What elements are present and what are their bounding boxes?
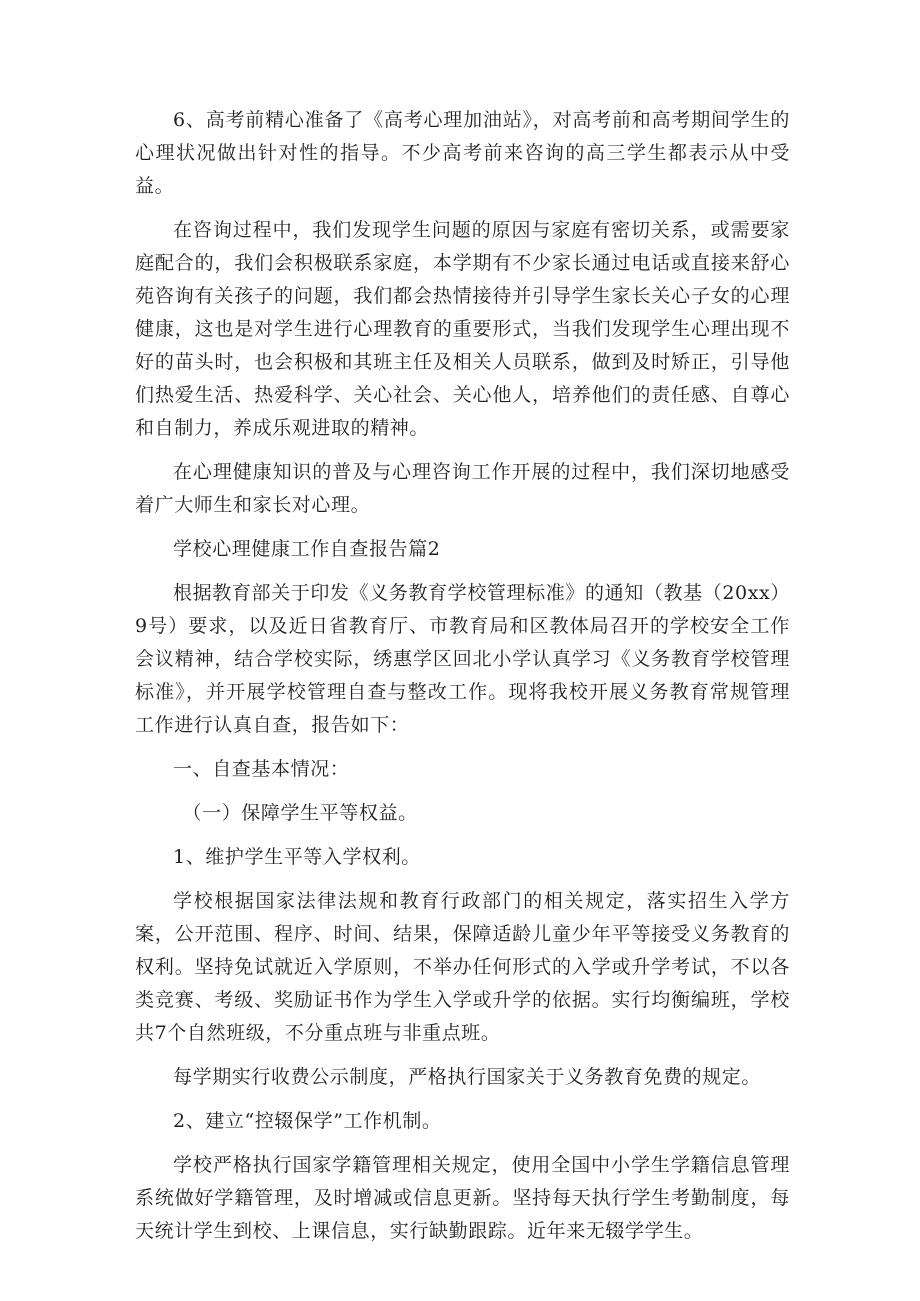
heading-equal-enrollment: 1、维护学生平等入学权利。 bbox=[173, 846, 421, 868]
paragraph-fee-disclosure: 每学期实行收费公示制度，严格执行国家关于义务教育免费的规定。 bbox=[173, 1066, 762, 1088]
paragraph-report-intro: 根据教育部关于印发《义务教育学校管理标准》的通知（教基（20xx）9号）要求，以及近日省教育厅、市教育局和区教体局召开的学校安全工作会议精神，结合学校实际，绣惠学区回北小学认真学习《义务教育学校管理标准》，并开展学校管理自查与整改工作。现将我校开展义务教育常规管理工作进行认真自查，报告如下： bbox=[135, 582, 790, 736]
heading-equal-rights: （一）保障学生平等权益。 bbox=[182, 802, 418, 824]
document-body bbox=[135, 104, 790, 1259]
paragraph-student-registry: 学校严格执行国家学籍管理相关规定，使用全国中小学生学籍信息管理系统做好学籍管理，及时增减或信息更新。坚持每天执行学生考勤制度，每天统计学生到校、上课信息，实行缺勤跟踪。近年来无辍学学生。 bbox=[135, 1154, 790, 1242]
section-title-report-2: 学校心理健康工作自查报告篇2 bbox=[173, 538, 441, 560]
heading-dropout-control: 2、建立“控辍保学”工作机制。 bbox=[173, 1110, 442, 1132]
paragraph-knowledge-popularization: 在心理健康知识的普及与心理咨询工作开展的过程中，我们深切地感受着广大师生和家长对心理。 bbox=[135, 461, 790, 516]
paragraph-gaokao-station: 6、高考前精心准备了《高考心理加油站》，对高考前和高考期间学生的心理状况做出针对性的指导。不少高考前来咨询的高三学生都表示从中受益。 bbox=[135, 109, 790, 197]
paragraph-enrollment-policy: 学校根据国家法律法规和教育行政部门的相关规定，落实招生入学方案，公开范围、程序、时间、结果，保障适龄儿童少年平等接受义务教育的权利。坚持免试就近入学原则，不举办任何形式的入学或升学考试，不以各类竞赛、考级、奖励证书作为学生入学或升学的依据。实行均衡编班，学校共7个自然班级，不分重点班与非重点班。 bbox=[135, 890, 790, 1044]
heading-self-check-basics: 一、自查基本情况： bbox=[173, 758, 350, 780]
paragraph-consulting-process: 在咨询过程中，我们发现学生问题的原因与家庭有密切关系，或需要家庭配合的，我们会积极联系家庭，本学期有不少家长通过电话或直接来舒心苑咨询有关孩子的问题，我们都会热情接待并引导学生家长关心子女的心理健康，这也是对学生进行心理教育的重要形式，当我们发现学生心理出现不好的苗头时，也会积极和其班主任及相关人员联系，做到及时矫正，引导他们热爱生活、热爱科学、关心社会、关心他人，培养他们的责任感、自尊心和自制力，养成乐观进取的精神。 bbox=[135, 219, 790, 439]
